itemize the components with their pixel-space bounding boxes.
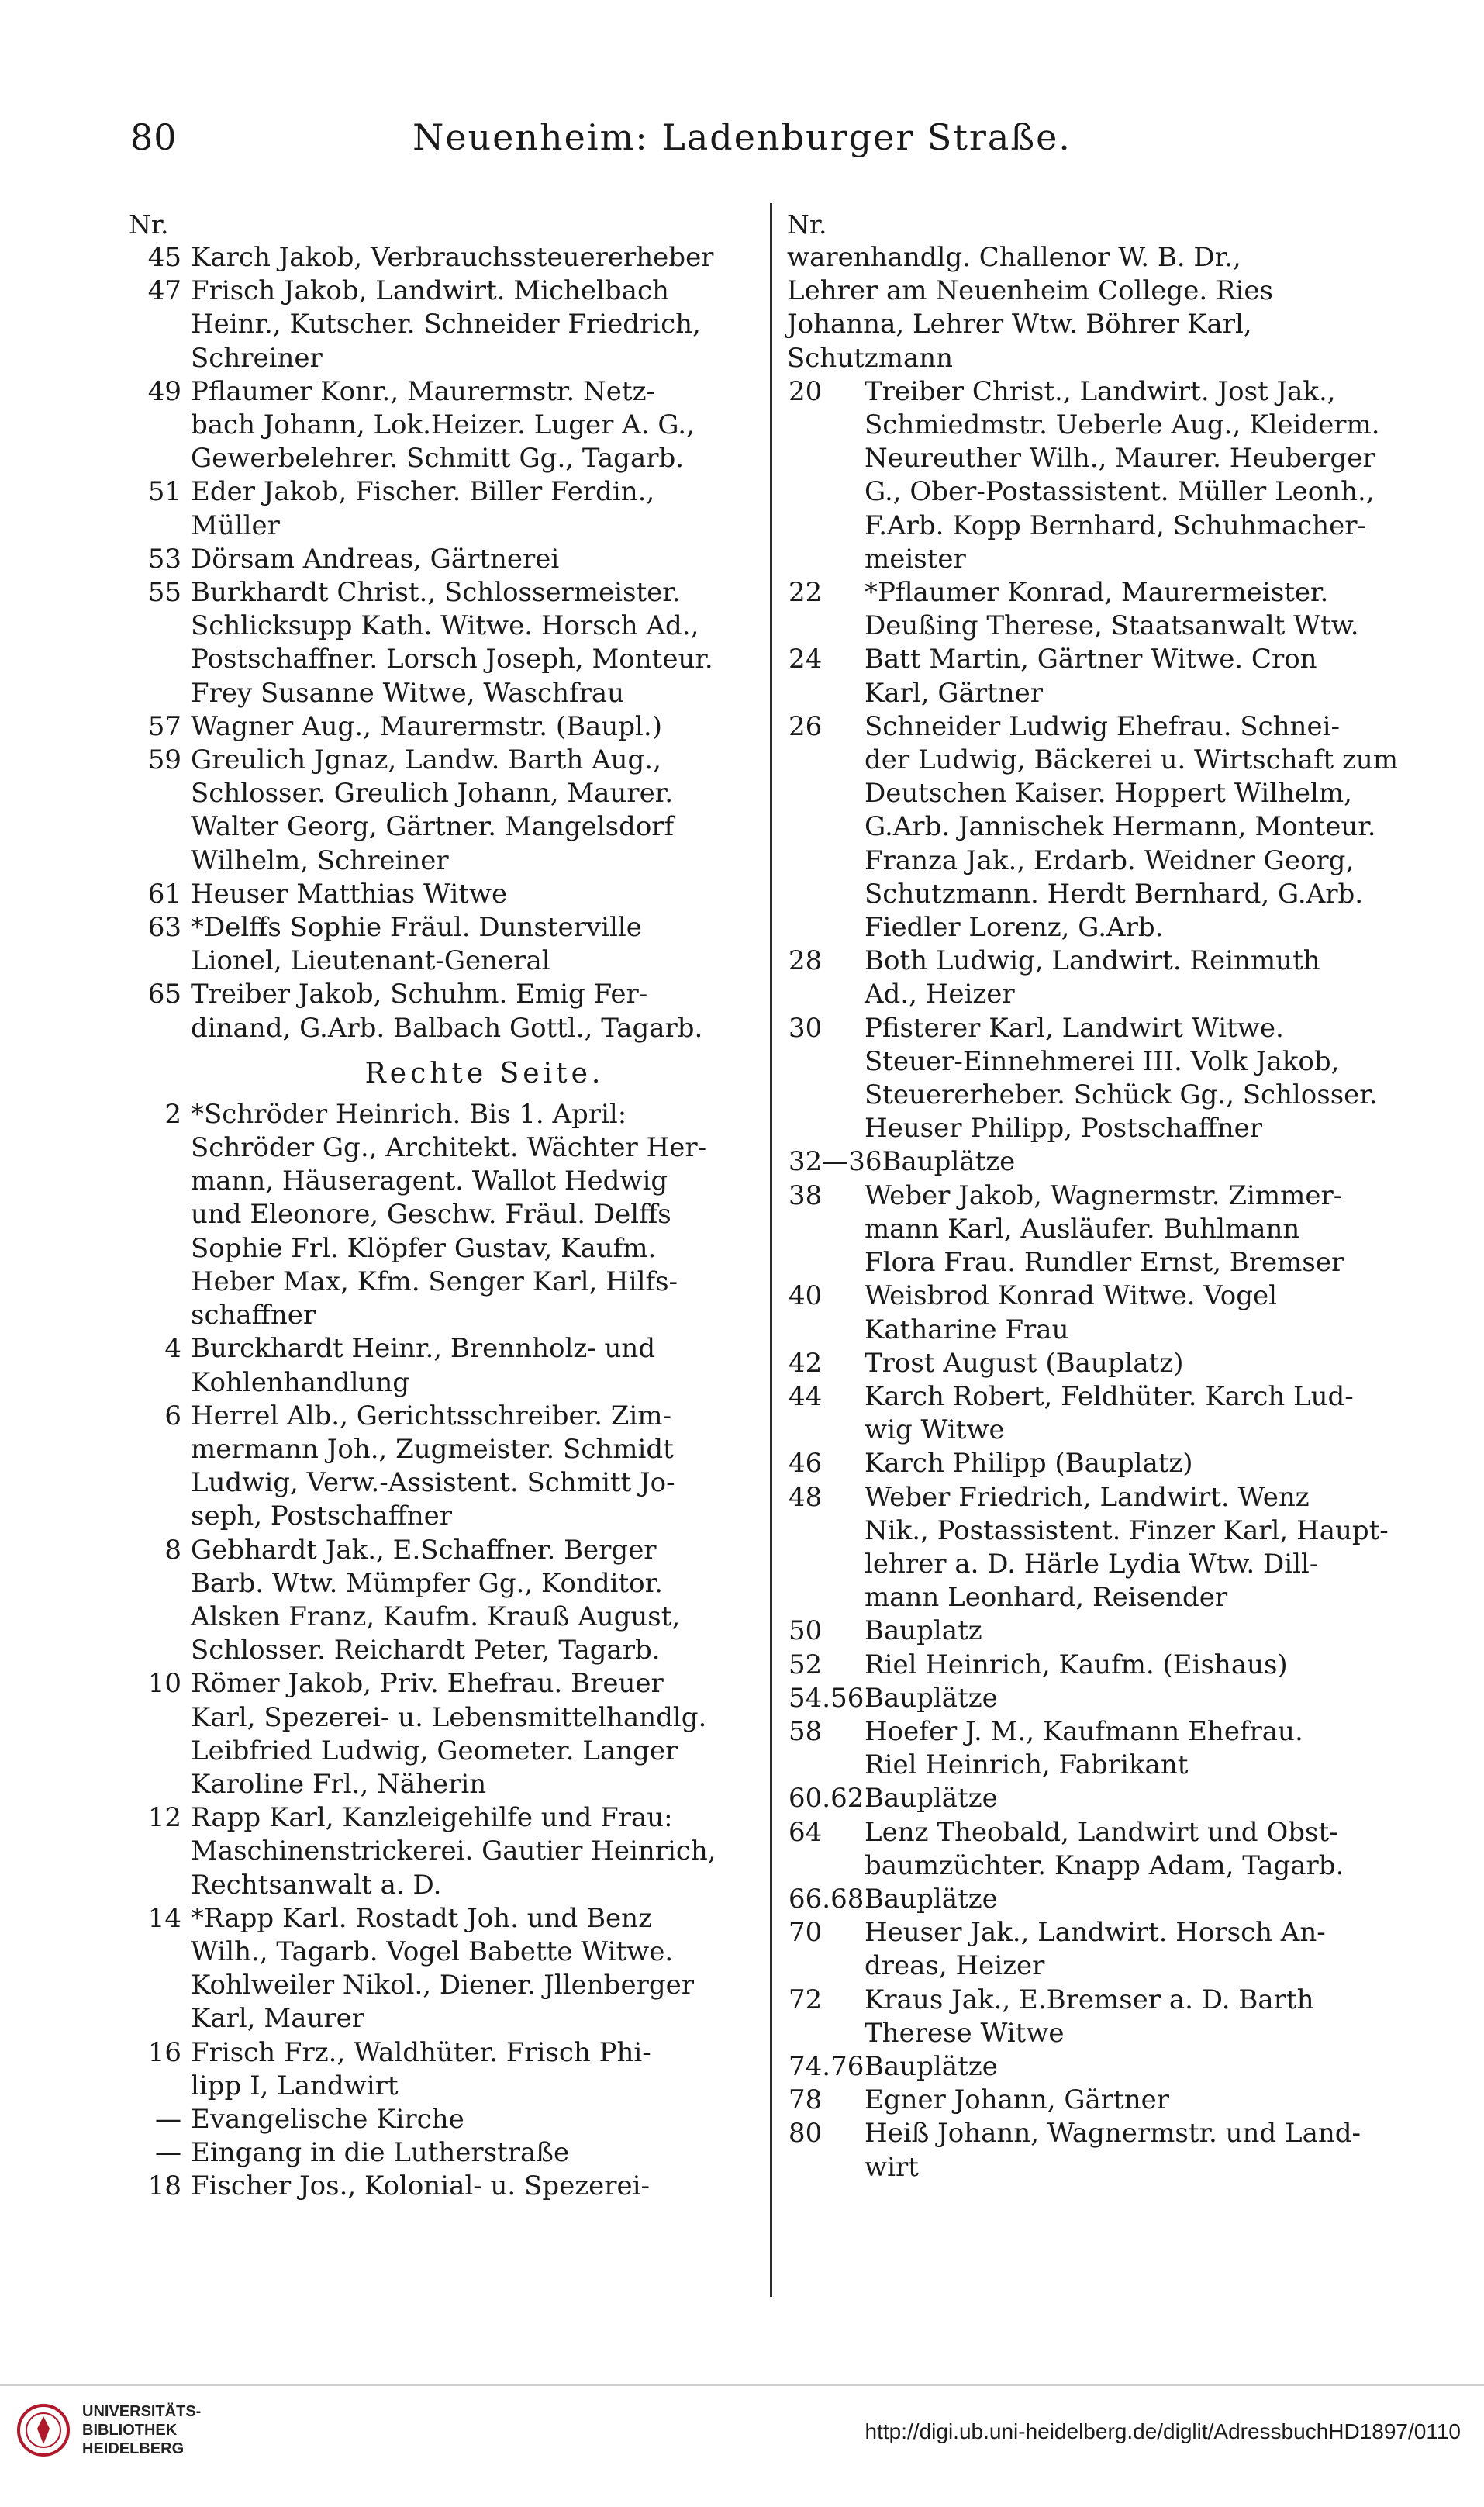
address-entry bbox=[124, 911, 775, 978]
resident-text: Both Ludwig, Landwirt. Reinmuth Ad., Heizer bbox=[865, 945, 1320, 1010]
logo-line-2: BIBLIOTHEK bbox=[82, 2422, 178, 2439]
house-number: 57 bbox=[147, 710, 181, 742]
house-number: 49 bbox=[147, 375, 181, 407]
house-number: 30 bbox=[789, 1012, 823, 1044]
address-entry bbox=[787, 1012, 1407, 1146]
resident-text: Herrel Alb., Gerichtsschreiber. Zim- mermann Joh., Zugmeister. Schmidt Ludwig, Verw.-Assistent. Schmitt Jo- seph, Postschaffner bbox=[191, 1400, 675, 1532]
address-entry bbox=[787, 1380, 1407, 1447]
address-entry bbox=[787, 1614, 1407, 1648]
address-entry bbox=[787, 576, 1407, 643]
page-number: 80 bbox=[130, 116, 178, 158]
right-column bbox=[787, 208, 1407, 2184]
resident-text: Burckhardt Heinr., Brennholz- und Kohlenhandlung bbox=[191, 1333, 656, 1398]
address-entry bbox=[124, 1332, 775, 1399]
resident-text: *Pflaumer Konrad, Maurermeister. Deußing Therese, Staatsanwalt Wtw. bbox=[865, 577, 1359, 642]
house-number: 14 bbox=[147, 1902, 181, 1934]
resident-text: Trost August (Bauplatz) bbox=[865, 1347, 1184, 1379]
address-entry bbox=[787, 2050, 1407, 2084]
house-number: 20 bbox=[789, 375, 823, 407]
address-entry bbox=[787, 1649, 1407, 1682]
house-number: 72 bbox=[789, 1984, 823, 2015]
address-entry bbox=[124, 1400, 775, 1534]
house-number: 52 bbox=[789, 1649, 823, 1680]
resident-text: Dörsam Andreas, Gärtnerei bbox=[191, 543, 560, 575]
resident-text: Treiber Jakob, Schuhm. Emig Fer- dinand, G.Arb. Balbach Gottl., Tagarb. bbox=[191, 979, 703, 1044]
resident-text: Bauplätze bbox=[865, 1682, 998, 1714]
house-number: 54.56 bbox=[789, 1682, 865, 1714]
address-entry bbox=[787, 944, 1407, 1011]
house-number: 64 bbox=[789, 1816, 823, 1848]
address-entry bbox=[787, 1447, 1407, 1480]
resident-text: Bauplatz bbox=[865, 1615, 982, 1647]
house-number: 46 bbox=[789, 1448, 823, 1480]
resident-text: Fischer Jos., Kolonial- u. Spezerei- bbox=[191, 2170, 650, 2202]
resident-text: Römer Jakob, Priv. Ehefrau. Breuer Karl, Spezerei- u. Lebensmittelhandlg. Leibfried Ludwig, Geometer. Langer Karoline Frl., Näherin bbox=[191, 1668, 707, 1800]
resident-text: *Schröder Heinrich. Bis 1. April: Schröder Gg., Architekt. Wächter Her- mann, Häuseragent. Wallot Hedwig und Eleonore, Geschw. Fräul. Delffs Sophie Frl. Klöpfer Gustav, Kaufm. Heber Max, Kfm. Senger Karl, Hilfs- schaffner bbox=[191, 1098, 707, 1331]
address-entry bbox=[787, 1481, 1407, 1615]
house-number: 59 bbox=[147, 744, 181, 776]
address-entry bbox=[124, 375, 775, 476]
house-number: 42 bbox=[789, 1347, 823, 1379]
library-seal-icon bbox=[16, 2402, 71, 2458]
house-number: 61 bbox=[147, 878, 181, 910]
library-logo[interactable] bbox=[16, 2402, 201, 2458]
left-entries bbox=[124, 241, 775, 1045]
resident-text: Hoefer J. M., Kaufmann Ehefrau. Riel Heinrich, Fabrikant bbox=[865, 1715, 1303, 1781]
left-column-header: Nr. bbox=[129, 209, 169, 240]
resident-text: Bauplätze bbox=[865, 1783, 998, 1815]
address-entry bbox=[124, 275, 775, 375]
section-title: Rechte Seite. bbox=[364, 1057, 605, 1089]
address-entry bbox=[787, 1682, 1407, 1715]
house-number: 50 bbox=[789, 1615, 823, 1647]
logo-line-3: HEIDELBERG bbox=[82, 2440, 185, 2457]
house-number: 74.76 bbox=[789, 2050, 865, 2082]
resident-text: Egner Johann, Gärtner bbox=[865, 2084, 1169, 2116]
resident-text: Weber Jakob, Wagnermstr. Zimmer- mann Karl, Ausläufer. Buhlmann Flora Frau. Rundler Ernst, Bremser bbox=[865, 1179, 1344, 1279]
resident-text: Pflaumer Konr., Maurermstr. Netz- bach Johann, Lok.Heizer. Luger A. G., Gewerbelehrer. Schmitt Gg., Tagarb. bbox=[191, 375, 695, 475]
house-number: 51 bbox=[147, 476, 181, 508]
resident-text: *Rapp Karl. Rostadt Joh. und Benz Wilh., Tagarb. Vogel Babette Witwe. Kohlweiler Nikol., Diener. Jllenberger Karl, Maurer bbox=[191, 1902, 694, 2035]
address-entry bbox=[124, 1098, 775, 1332]
house-number: 18 bbox=[147, 2170, 181, 2202]
resident-text: Bauplätze bbox=[865, 2050, 998, 2082]
right-column-header: Nr. bbox=[787, 209, 827, 240]
address-entry bbox=[787, 2117, 1407, 2184]
address-entry bbox=[124, 2170, 775, 2203]
address-entry bbox=[124, 576, 775, 710]
resident-text: Karch Robert, Feldhüter. Karch Lud- wig Witwe bbox=[865, 1380, 1354, 1446]
resident-text: Weber Friedrich, Landwirt. Wenz Nik., Postassistent. Finzer Karl, Haupt- lehrer a. D. Härle Lydia Wtw. Dill- mann Leonhard, Reisender bbox=[865, 1481, 1389, 1614]
house-number: 22 bbox=[789, 577, 823, 609]
address-entry bbox=[124, 1902, 775, 2036]
resident-text: Heiß Johann, Wagnermstr. und Land- wirt bbox=[865, 2118, 1361, 2183]
address-entry bbox=[787, 1984, 1407, 2050]
house-number: 63 bbox=[147, 912, 181, 944]
right-entries bbox=[787, 241, 1407, 2184]
resident-text: Burkhardt Christ., Schlossermeister. Schlicksupp Kath. Witwe. Horsch Ad., Postschaffner. Lorsch Joseph, Monteur. Frey Susanne Witwe, Waschfrau bbox=[191, 577, 713, 709]
house-number: — bbox=[155, 2137, 181, 2169]
address-entry bbox=[787, 1347, 1407, 1380]
house-number: — bbox=[155, 2103, 181, 2135]
resident-text: Riel Heinrich, Kaufm. (Eishaus) bbox=[865, 1649, 1288, 1680]
resident-text: Wagner Aug., Maurermstr. (Baupl.) bbox=[191, 710, 662, 742]
address-entry bbox=[124, 878, 775, 911]
resident-text: Weisbrod Konrad Witwe. Vogel Katharine Frau bbox=[865, 1280, 1278, 1345]
resident-text: Rapp Karl, Kanzleigehilfe und Frau: Maschinenstrickerei. Gautier Heinrich, Rechtsanwalt a. D. bbox=[191, 1802, 716, 1901]
address-entry bbox=[787, 1816, 1407, 1883]
address-entry bbox=[124, 475, 775, 542]
address-entry bbox=[787, 1883, 1407, 1916]
page-title: Neuenheim: Ladenburger Straße. bbox=[412, 116, 1072, 158]
house-number: 55 bbox=[147, 577, 181, 609]
resident-text: Heuser Jak., Landwirt. Horsch An- dreas, Heizer bbox=[865, 1917, 1326, 1982]
resident-text: Batt Martin, Gärtner Witwe. Cron Karl, Gärtner bbox=[865, 644, 1317, 709]
house-number: 47 bbox=[147, 275, 181, 307]
address-entry bbox=[124, 2136, 775, 2170]
house-number: 40 bbox=[789, 1280, 823, 1312]
resident-text: Eder Jakob, Fischer. Biller Ferdin., Müller bbox=[191, 476, 655, 541]
address-entry bbox=[124, 1534, 775, 1668]
resident-text: Frisch Jakob, Landwirt. Michelbach Heinr., Kutscher. Schneider Friedrich, Schreiner bbox=[191, 275, 701, 374]
address-entry bbox=[787, 1715, 1407, 1782]
house-number: 53 bbox=[147, 543, 181, 575]
house-number: 2 bbox=[164, 1098, 181, 1130]
address-entry bbox=[787, 1145, 1407, 1179]
resident-text: Karch Philipp (Bauplatz) bbox=[865, 1448, 1193, 1480]
address-entry bbox=[787, 375, 1407, 576]
address-entry bbox=[124, 2036, 775, 2103]
address-entry bbox=[787, 710, 1407, 944]
address-entry bbox=[124, 2103, 775, 2136]
house-number: 66.68 bbox=[789, 1883, 865, 1915]
left-entries-right-side bbox=[124, 1098, 775, 2204]
address-entry bbox=[124, 744, 775, 878]
house-number: 32—36 bbox=[789, 1146, 882, 1178]
resident-text: Kraus Jak., E.Bremser a. D. Barth Therese Witwe bbox=[865, 1984, 1314, 2049]
resident-text: Bauplätze bbox=[882, 1146, 1016, 1178]
resident-text: Schneider Ludwig Ehefrau. Schnei- der Ludwig, Bäckerei u. Wirtschaft zum Deutschen Kaiser. Hoppert Wilhelm, G.Arb. Jannischek Hermann, Monteur. Franza Jak., Erdarb. Weidner Georg, Schutzmann. Herdt Bernhard, G.Arb. Fiedler Lorenz, G.Arb. bbox=[865, 710, 1399, 944]
footer-divider bbox=[0, 2384, 1484, 2386]
address-entry bbox=[124, 1667, 775, 1801]
house-number: 28 bbox=[789, 945, 823, 977]
resident-text: Heuser Matthias Witwe bbox=[191, 878, 508, 910]
logo-line-1: UNIVERSITÄTS- bbox=[82, 2403, 202, 2420]
resident-text: Bauplätze bbox=[865, 1883, 998, 1915]
house-number: 4 bbox=[164, 1333, 181, 1365]
resident-text: *Delffs Sophie Fräul. Dunsterville Lionel, Lieutenant-General bbox=[191, 912, 642, 977]
house-number: 70 bbox=[789, 1917, 823, 1949]
house-number: 38 bbox=[789, 1179, 823, 1211]
resident-text: Frisch Frz., Waldhüter. Frisch Phi- lipp I, Landwirt bbox=[191, 2036, 651, 2101]
left-column bbox=[124, 208, 775, 2204]
address-entry bbox=[787, 241, 1407, 375]
resident-text: warenhandlg. Challenor W. B. Dr., Lehrer am Neuenheim College. Ries Johanna, Lehrer Wtw. Böhrer Karl, Schutzmann bbox=[787, 242, 1273, 374]
house-number: 65 bbox=[147, 979, 181, 1010]
address-entry bbox=[124, 543, 775, 576]
house-number: 16 bbox=[147, 2036, 181, 2068]
house-number: 12 bbox=[147, 1802, 181, 1834]
resident-text: Treiber Christ., Landwirt. Jost Jak., Schmiedmstr. Ueberle Aug., Kleiderm. Neureuther Wilh., Maurer. Heuberger G., Ober-Postassistent. Müller Leonh., F.Arb. Kopp Bernhard, Schuhmacher- meister bbox=[865, 375, 1380, 575]
address-entry bbox=[787, 1279, 1407, 1346]
resident-text: Evangelische Kirche bbox=[191, 2103, 464, 2135]
address-entry bbox=[124, 710, 775, 744]
address-entry bbox=[124, 241, 775, 275]
house-number: 60.62 bbox=[789, 1783, 865, 1815]
house-number: 45 bbox=[147, 242, 181, 273]
address-entry bbox=[787, 2084, 1407, 2117]
house-number: 78 bbox=[789, 2084, 823, 2116]
house-number: 48 bbox=[789, 1481, 823, 1513]
resident-text: Gebhardt Jak., E.Schaffner. Berger Barb. Wtw. Mümpfer Gg., Konditor. Alsken Franz, Kaufm. Krauß August, Schlosser. Reichardt Peter, Tagarb. bbox=[191, 1534, 681, 1666]
resident-text: Lenz Theobald, Landwirt und Obst- baumzüchter. Knapp Adam, Tagarb. bbox=[865, 1816, 1344, 1881]
house-number: 10 bbox=[147, 1668, 181, 1700]
resident-text: Greulich Jgnaz, Landw. Barth Aug., Schlosser. Greulich Johann, Maurer. Walter Georg, Gärtner. Mangelsdorf Wilhelm, Schreiner bbox=[191, 744, 675, 876]
address-entry bbox=[787, 1782, 1407, 1815]
address-entry bbox=[124, 978, 775, 1045]
house-number: 44 bbox=[789, 1380, 823, 1412]
resident-text: Eingang in die Lutherstraße bbox=[191, 2137, 570, 2169]
house-number: 24 bbox=[789, 644, 823, 675]
address-entry bbox=[124, 1801, 775, 1902]
resident-text: Karch Jakob, Verbrauchssteuererheber bbox=[191, 242, 714, 273]
resident-text: Pfisterer Karl, Landwirt Witwe. Steuer-Einnehmerei III. Volk Jakob, Steuererheber. Schück Gg., Schlosser. Heuser Philipp, Postschaffner bbox=[865, 1012, 1378, 1145]
house-number: 26 bbox=[789, 710, 823, 742]
house-number: 80 bbox=[789, 2118, 823, 2150]
house-number: 58 bbox=[789, 1715, 823, 1747]
address-entry bbox=[787, 1916, 1407, 1983]
source-url[interactable]: http://digi.ub.uni-heidelberg.de/diglit/AdressbuchHD1897/0110 bbox=[865, 2419, 1461, 2443]
house-number: 6 bbox=[164, 1400, 181, 1431]
address-entry bbox=[787, 643, 1407, 710]
address-entry bbox=[787, 1179, 1407, 1280]
house-number: 8 bbox=[164, 1534, 181, 1566]
